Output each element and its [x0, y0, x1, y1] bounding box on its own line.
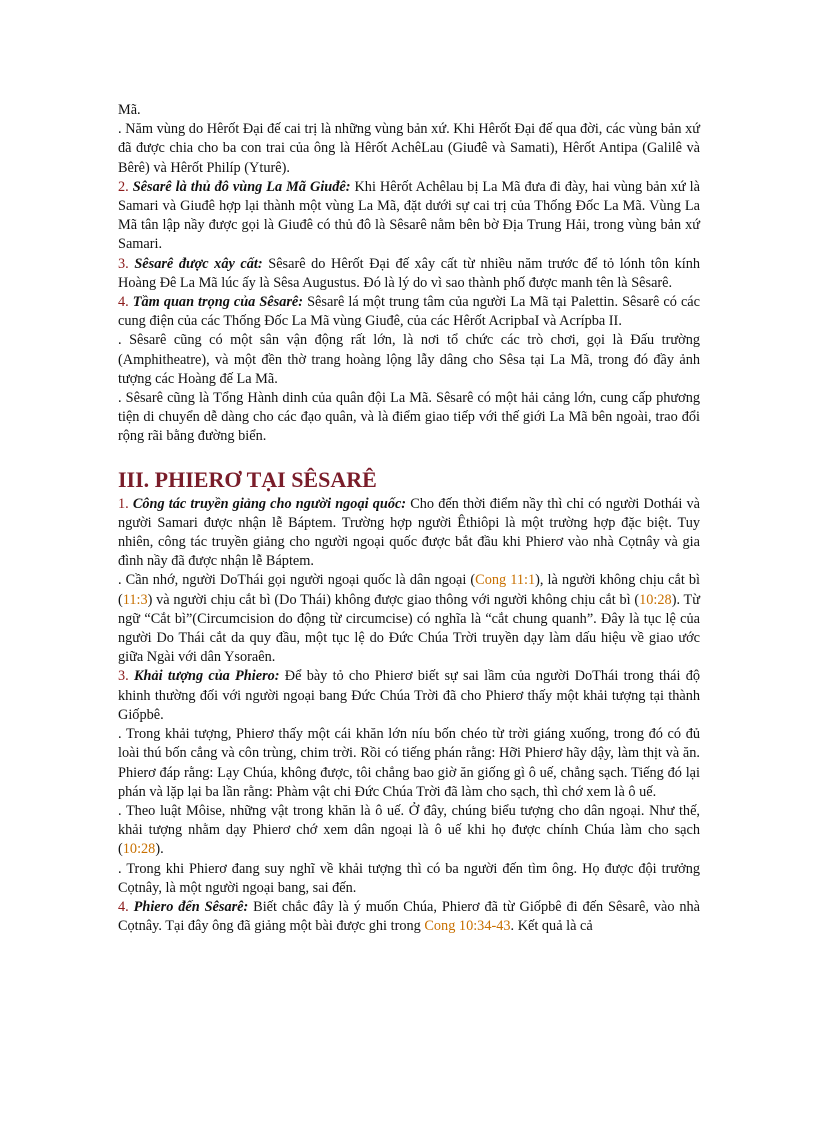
item-number: 2. — [118, 178, 129, 195]
item-gentile-preaching — [118, 495, 700, 572]
item-heading: Công tác truyền giảng cho người ngoại quốc: — [132, 495, 407, 512]
item-caesarea-capital — [118, 178, 700, 255]
item-text: Khi Hêrốt Achêlau bị La Mã đưa đi đày, hai vùng bản xứ là Samari và Giuđê hợp lại thành một vùng La Mã, đặt dưới sự cai trị của Thống Đốc La Mã. Vùng La Mã tân lập nầy được gọi là Giuđê có thủ đô là Sêsarê nằm bên bờ Địa Trung Hải, trong vùng bản xứ Samari. — [118, 178, 700, 253]
scripture-link[interactable]: 10:28 — [122, 841, 156, 858]
scripture-link[interactable]: Cong 10:34-43 — [424, 918, 511, 935]
paragraph-vision-detail: . Trong khải tượng, Phierơ thấy một cái khăn lớn níu bốn chéo từ trời giáng xuống, trong đó có đủ loài thú bốn cẳng và côn trùng, chim trời. Rồi có tiếng phán rằng: Hỡi Phierơ hãy dậy, làm thịt và ăn. Phierơ đáp rằng: Lạy Chúa, không được, tôi chẳng bao giờ ăn giống gì ô uế, chẳng sạch. Tiếng đó lại phán và lặp lại ba lần rằng: Phàm vật chi Đức Chúa Trời đã làm cho sạch, thì chớ xem là ô uế. — [118, 726, 700, 800]
paragraph-messengers: . Trong khi Phierơ đang suy nghĩ về khải tượng thì có ba người đến tìm ông. Họ được đội trưởng Cọtnây, là một người ngoại bang, sai đến. — [118, 860, 700, 896]
paragraph-intro-end: Mã. — [118, 102, 141, 118]
paragraph-stadium: . Sêsarê cũng có một sân vận động rất lớn, là nơi tổ chức các trò chơi, gọi là Đấu trường (Amphitheatre), và một đền thờ trang hoàng lộng lẫy dâng cho Sêsa tại La Mã, trong đó đầy ảnh tượng các Hoàng đế La Mã. — [118, 332, 700, 387]
item-heading: Sêsarê là thủ đô vùng La Mã Giuđê: — [132, 178, 351, 195]
paragraph-remember: . Cần nhớ, người DoThái gọi người ngoại quốc là dân ngoại (Cong 11:1), là người không chịu cắt bì (11:3) và người chịu cắt bì (Do Thái) không được giao thông với người không chịu cắt bì (10:28). Từ ngữ “Cắt bì”(Circumcision do động từ circumcise) có nghĩa là “cắt chung quanh”. Đây là tục lệ của người Do Thái cắt da quy đầu, một tục lệ do Đức Chúa Trời truyền dạy làm dấu hiệu về giao ước giữa Ngài với dân Ysoraên. — [118, 572, 701, 666]
scripture-link[interactable]: 10:28 — [639, 591, 672, 608]
scripture-link[interactable]: Cong 11:1 — [475, 572, 536, 589]
item-text: Để bày tỏ cho Phierơ biết sự sai lầm của người DoThái trong thái độ khinh thường đối với người ngoại bang Đức Chúa Trời đã cho Phierơ thấy một khải tượng tại thành Giốpbê. — [118, 668, 701, 723]
item-heading: Sêsarê được xây cất: — [134, 255, 263, 272]
item-number: 4. — [118, 898, 129, 915]
document-content — [118, 101, 700, 936]
item-number: 3. — [118, 255, 129, 272]
item-heading: Phiero đến Sêsarê: — [133, 898, 249, 915]
item-caesarea-built — [118, 255, 700, 293]
item-text: Sêsarê do Hêrốt Đại đế xây cất từ nhiều năm trước để tỏ lónh tôn kính Hoàng Đê La Mã lúc ấy là Sêsa Augustus. Đó là lý do vì sao thành phố được manh tên là Sêsarê. — [118, 255, 701, 291]
item-heading: Khải tượng của Phiero: — [133, 668, 280, 685]
item-heading: Tầm quan trọng của Sêsarê: — [132, 294, 304, 311]
paragraph-moses-law: . Theo luật Môise, những vật trong khăn là ô uế. Ở đây, chúng biểu tượng cho dân ngoại. Như thế, khải tượng nhằm dạy Phierơ chớ xem dân ngoại là ô uế khi họ được chính Chúa làm cho sạch (10:28). — [118, 802, 700, 858]
item-text: Cho đến thời điểm nầy thì chỉ có người Dothái và người Samari được nhận lễ Báptem. Trường hợp người Êthiôpi là một trường hợp đặc biệt. Tuy nhiên, công tác truyền giảng cho người ngoại quốc được bắt đầu khi Phierơ vào nhà Cọtnây và gia đình nầy đã được nhận lễ Báptem. — [118, 495, 700, 570]
section-title: III. PHIERƠ TẠI SÊSARÊ — [118, 466, 377, 492]
item-number: 3. — [118, 668, 129, 685]
item-text: Sêsarê lá một trung tâm của người La Mã tại Palettin. Sêsarê có các cung điện của các Thống Đốc La Mã vùng Giuđê, của các Hêrốt AcripbaI và Acrípba II. — [118, 294, 700, 330]
item-peter-vision — [118, 667, 700, 725]
item-caesarea-importance — [118, 293, 700, 331]
paragraph-herod-regions: . Năm vùng do Hêrốt Đại đế cai trị là những vùng bản xứ. Khi Hêrốt Đại đế qua đời, các vùng bản xứ đã được chia cho ba con trai của ông là Hêrốt AchêLau (Giuđê và Samati), Hêrốt Antipa (Galilê và Bêrê) và Hêrốt Philíp (Yturê). — [118, 121, 700, 176]
item-peter-to-caesarea: 4. Phiero đến Sêsarê: Biết chắc đây là ý muốn Chúa, Phierơ đã từ Giốpbê đi đến Sêsarê, vào nhà Cọtnây. Tại đây ông đã giảng một bài được ghi trong Cong 10:34-43. Kết quả là cả — [118, 898, 701, 935]
paragraph-headquarters: . Sêsarê cũng là Tổng Hành dinh của quân đội La Mã. Sêsarê có một hải cảng lớn, cung cấp phương tiện di chuyển dễ dàng cho các đạo quân, và là điểm giao tiếp với thế giới La Mã bên ngoài, trao đổi rộng rãi bằng đường biển. — [118, 390, 700, 445]
item-number: 1. — [118, 495, 129, 512]
item-number: 4. — [118, 294, 129, 311]
scripture-link[interactable]: 11:3 — [122, 591, 148, 608]
